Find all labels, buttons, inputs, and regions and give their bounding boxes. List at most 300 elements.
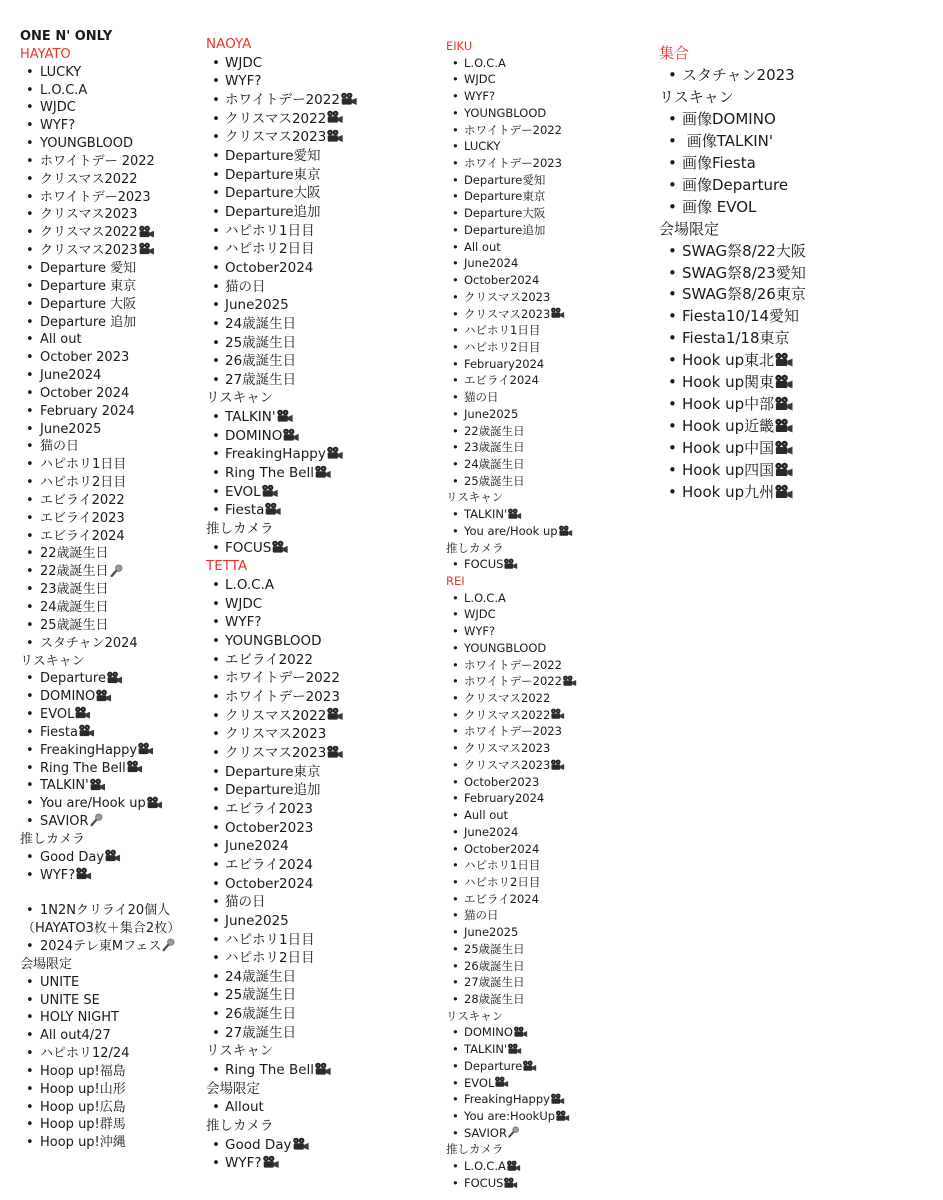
line-text: Hook up中国	[682, 439, 775, 458]
line-text: Hoop up!沖縄	[40, 1135, 126, 1151]
line-text: スタチャン2024	[40, 635, 138, 651]
list-item	[20, 760, 180, 778]
line-text: クリスマス2022	[225, 110, 327, 127]
line-text: UNITE	[40, 974, 80, 990]
line-text: クリスマス2023	[225, 744, 327, 761]
list-item	[20, 599, 180, 617]
list-item	[206, 371, 358, 390]
line-text: Fiesta	[225, 502, 265, 519]
list-item	[20, 385, 180, 403]
list-item	[20, 153, 180, 171]
list-item	[20, 1045, 180, 1063]
line-text: Hoop up!群馬	[40, 1117, 126, 1133]
line-text: Departure追加	[464, 222, 546, 237]
note-line	[20, 920, 180, 938]
video-camera-icon	[340, 92, 358, 106]
list-item	[20, 1081, 180, 1099]
list-item	[446, 974, 577, 991]
line-text: L.O.C.A	[464, 590, 506, 605]
list-item	[446, 891, 577, 908]
line-text: FOCUS	[225, 539, 272, 556]
line-text: TETTA	[206, 558, 248, 575]
list-item	[20, 1063, 180, 1081]
video-camera-icon	[137, 742, 154, 756]
line-text: 画像 EVOL	[682, 197, 757, 216]
list-item	[20, 635, 180, 653]
list-item	[206, 1136, 358, 1155]
line-text: クリスマス2022	[464, 691, 551, 706]
column-naoya-tetta	[206, 35, 358, 1173]
line-text: 26歳誕生日	[464, 958, 525, 973]
list-item	[659, 372, 806, 394]
list-item	[20, 171, 180, 189]
line-text: クリスマス2022	[40, 171, 138, 187]
list-item	[446, 473, 577, 490]
line-text: Good Day	[40, 849, 105, 865]
line-text: SAVIOR	[40, 814, 89, 830]
line-text: WYF?	[40, 118, 76, 134]
line-text: リスキャン	[446, 490, 504, 505]
list-item	[206, 166, 358, 185]
list-item	[20, 795, 180, 813]
line-text: ハピホリ12/24	[40, 1046, 130, 1062]
list-item	[206, 203, 358, 222]
list-item	[20, 563, 180, 581]
list-item	[206, 856, 358, 875]
list-item	[20, 706, 180, 724]
list-item	[206, 1005, 358, 1024]
line-text: October2023	[225, 819, 314, 836]
line-text: EVOL	[40, 707, 75, 723]
line-text: リスキャン	[206, 390, 274, 407]
video-camera-icon	[106, 671, 123, 685]
line-text: ホワイトデー2023	[40, 189, 151, 205]
line-text: L.O.C.A	[225, 577, 275, 594]
list-item	[206, 445, 358, 464]
line-text: 推しカメラ	[446, 1142, 504, 1157]
list-item	[206, 72, 358, 91]
line-text: Departure大阪	[464, 206, 546, 221]
list-item	[446, 690, 577, 707]
line-text: リスキャン	[659, 87, 734, 106]
video-camera-icon	[104, 849, 121, 863]
spacer	[20, 885, 180, 903]
list-item	[20, 510, 180, 528]
line-text: NAOYA	[206, 36, 252, 52]
list-item	[20, 331, 180, 349]
line-text: クリスマス2022	[40, 225, 138, 241]
list-item	[20, 278, 180, 296]
line-text: TALKIN'	[40, 778, 89, 794]
line-text: Hook up九州	[682, 483, 775, 502]
list-item	[206, 669, 358, 688]
line-text: エビライ2022	[40, 492, 125, 508]
list-item	[446, 1041, 577, 1058]
list-item	[659, 460, 806, 482]
line-text: ハピホリ2日目	[464, 339, 541, 354]
line-text: Allout	[225, 1099, 264, 1116]
list-item	[20, 867, 180, 885]
line-text: October2024	[464, 273, 540, 288]
list-item	[20, 421, 180, 439]
list-item	[206, 968, 358, 987]
category-label	[206, 1080, 358, 1099]
list-item	[446, 423, 577, 440]
microphone-icon	[89, 813, 103, 827]
video-camera-icon	[774, 484, 794, 500]
line-text: YOUNGBLOOD	[464, 640, 547, 655]
list-item	[20, 545, 180, 563]
line-text: UNITE SE	[40, 992, 100, 1008]
list-item	[446, 857, 577, 874]
list-item	[206, 278, 358, 297]
video-camera-icon	[292, 1137, 310, 1151]
list-item	[446, 740, 577, 757]
line-text: Ring The Bell	[40, 760, 126, 776]
line-text: ホワイトデー2022	[225, 91, 340, 108]
line-text: Fiesta1/18東京	[682, 329, 790, 348]
category-label	[446, 489, 577, 506]
line-text: SWAG祭8/22大阪	[682, 241, 806, 260]
list-item	[446, 590, 577, 607]
list-item	[20, 260, 180, 278]
list-item	[446, 924, 577, 941]
category-label	[446, 1141, 577, 1158]
line-text: HOLY NIGHT	[40, 1010, 119, 1026]
line-text: ホワイトデー2023	[464, 724, 562, 739]
line-text: 25歳誕生日	[464, 941, 525, 956]
line-text: Hook up関東	[682, 373, 775, 392]
line-text: REI	[446, 574, 465, 588]
line-text: DOMINO	[464, 1025, 513, 1040]
line-text: L.O.C.A	[40, 82, 88, 98]
line-text: 画像DOMINO	[682, 109, 776, 128]
line-text: WJDC	[464, 607, 496, 622]
line-text: February2024	[464, 791, 545, 806]
line-text: You are/Hook up	[40, 796, 146, 812]
category-label	[206, 520, 358, 539]
list-item	[206, 464, 358, 483]
line-text: October2023	[464, 774, 540, 789]
line-text: Fiesta10/14愛知	[682, 307, 800, 326]
line-text: ONE N' ONLY	[20, 29, 113, 44]
video-camera-icon	[774, 462, 794, 478]
list-item	[446, 874, 577, 891]
line-text: エビライ2023	[40, 510, 125, 526]
line-text: 27歳誕生日	[225, 371, 297, 388]
category-label	[659, 219, 806, 241]
list-item	[206, 128, 358, 147]
video-camera-icon	[558, 525, 573, 537]
list-item	[446, 272, 577, 289]
line-text: FreakingHappy	[225, 446, 326, 463]
list-item	[659, 109, 806, 131]
line-text: TALKIN'	[464, 1042, 508, 1057]
list-item	[20, 189, 180, 207]
list-item	[659, 394, 806, 416]
list-item	[20, 135, 180, 153]
line-text: WJDC	[40, 100, 76, 116]
list-item	[446, 774, 577, 791]
list-item	[206, 296, 358, 315]
video-camera-icon	[774, 396, 794, 412]
line-text: リスキャン	[446, 1008, 504, 1023]
line-text: WYF?	[225, 1155, 262, 1172]
video-camera-icon	[503, 558, 518, 570]
list-item	[20, 206, 180, 224]
list-item	[206, 222, 358, 241]
line-text: LUCKY	[464, 139, 501, 154]
video-camera-icon	[507, 1043, 522, 1055]
video-camera-icon	[314, 465, 332, 479]
list-item	[206, 240, 358, 259]
list-item	[446, 306, 577, 323]
line-text: クリスマス2023	[40, 243, 138, 259]
list-item	[206, 800, 358, 819]
line-text: 猫の日	[40, 439, 80, 455]
category-label	[659, 87, 806, 109]
list-item	[206, 781, 358, 800]
line-text: ハピホリ2日目	[40, 475, 127, 491]
line-text: ホワイトデー2023	[464, 156, 562, 171]
line-text: 推しカメラ	[206, 521, 274, 538]
category-label	[20, 956, 180, 974]
line-text: ハピホリ1日目	[225, 222, 315, 239]
line-text: DOMINO	[40, 689, 96, 705]
line-text: Hoop up!山形	[40, 1081, 126, 1097]
video-camera-icon	[138, 242, 155, 256]
line-text: ホワイトデー 2022	[40, 153, 155, 169]
line-text: 猫の日	[464, 390, 499, 405]
category-label	[206, 1117, 358, 1136]
line-text: ハピホリ1日目	[40, 457, 127, 473]
line-text: YOUNGBLOOD	[225, 633, 322, 649]
line-text: June2024	[464, 256, 519, 271]
list-item	[446, 205, 577, 222]
list-item	[20, 992, 180, 1010]
list-item	[659, 306, 806, 328]
list-item	[20, 1009, 180, 1027]
list-item	[446, 1175, 577, 1192]
line-text: June2024	[225, 838, 289, 855]
list-item	[20, 296, 180, 314]
line-text: All out4/27	[40, 1028, 111, 1044]
line-text: WJDC	[225, 54, 263, 71]
line-text: クリスマス2023	[464, 741, 551, 756]
list-item	[206, 875, 358, 894]
video-camera-icon	[89, 778, 106, 792]
line-text: リスキャン	[206, 1043, 274, 1060]
video-camera-icon	[78, 724, 95, 738]
video-camera-icon	[503, 1177, 518, 1189]
line-text: クリスマス2023	[464, 289, 551, 304]
list-item	[446, 255, 577, 272]
list-item	[20, 777, 180, 795]
line-text: エビライ2023	[225, 800, 313, 817]
list-item	[659, 197, 806, 219]
list-item	[446, 222, 577, 239]
list-item	[206, 1061, 358, 1080]
list-item	[446, 406, 577, 423]
list-item	[206, 744, 358, 763]
section-heading	[446, 38, 577, 55]
list-item	[446, 322, 577, 339]
list-item	[20, 1027, 180, 1045]
line-text: October2024	[225, 875, 314, 892]
list-item	[20, 456, 180, 474]
line-text: Hoop up!広島	[40, 1099, 126, 1115]
list-item	[20, 403, 180, 421]
list-item	[446, 523, 577, 540]
list-item	[446, 657, 577, 674]
line-text: 25歳誕生日	[464, 473, 525, 488]
video-camera-icon	[550, 759, 565, 771]
line-text: Departure	[40, 671, 106, 687]
line-text: SWAG祭8/23愛知	[682, 263, 806, 282]
list-item	[20, 974, 180, 992]
list-item	[20, 902, 180, 920]
video-camera-icon	[506, 1160, 521, 1172]
list-item	[446, 506, 577, 523]
line-text: 画像TALKIN'	[682, 131, 773, 150]
list-item	[446, 188, 577, 205]
list-item	[20, 242, 180, 260]
list-item	[659, 350, 806, 372]
line-text: WYF?	[225, 73, 262, 90]
line-text: Good Day	[225, 1136, 292, 1153]
line-text: Departure追加	[225, 203, 321, 220]
list-item	[20, 367, 180, 385]
list-item	[20, 742, 180, 760]
line-text: 24歳誕生日	[225, 315, 297, 332]
line-text: You are:HookUp	[464, 1109, 556, 1123]
list-item	[206, 931, 358, 950]
video-camera-icon	[326, 110, 344, 124]
line-text: ホワイトデー2023	[225, 688, 340, 705]
list-item	[206, 725, 358, 744]
line-text: 24歳誕生日	[464, 456, 525, 471]
line-text: FreakingHappy	[40, 742, 138, 758]
list-item	[20, 64, 180, 82]
list-item	[446, 606, 577, 623]
list-item	[206, 334, 358, 353]
line-text: WYF?	[464, 624, 496, 639]
line-text: 1N2Nクリライ20個人	[40, 903, 171, 919]
line-text: 会場限定	[659, 219, 720, 238]
list-item	[20, 1116, 180, 1134]
list-item	[659, 153, 806, 175]
category-label	[20, 831, 180, 849]
video-camera-icon	[95, 689, 112, 703]
list-item	[20, 670, 180, 688]
video-camera-icon	[326, 446, 344, 460]
list-item	[446, 623, 577, 640]
list-item	[659, 482, 806, 504]
line-text: 22歳誕生日	[464, 423, 525, 438]
list-item	[206, 147, 358, 166]
video-camera-icon	[271, 540, 289, 554]
list-item	[446, 1075, 577, 1092]
video-camera-icon	[74, 706, 91, 720]
list-item	[20, 492, 180, 510]
line-text: Departure東京	[225, 166, 321, 183]
list-item	[446, 807, 577, 824]
line-text: EVOL	[225, 483, 261, 500]
line-text: EVOL	[464, 1075, 495, 1090]
list-item	[446, 790, 577, 807]
list-item	[206, 427, 358, 446]
list-item	[20, 99, 180, 117]
list-item	[446, 824, 577, 841]
list-item	[446, 1091, 577, 1108]
list-item	[446, 389, 577, 406]
line-text: LUCKY	[40, 64, 82, 80]
line-text: Hook up東北	[682, 351, 775, 370]
section-heading	[659, 43, 806, 65]
video-camera-icon	[507, 508, 522, 520]
list-item	[446, 1058, 577, 1075]
line-text: エビライ2022	[225, 651, 313, 668]
line-text: June2025	[225, 297, 289, 314]
video-camera-icon	[282, 428, 300, 442]
list-item	[446, 673, 577, 690]
list-item	[20, 617, 180, 635]
list-item	[446, 155, 577, 172]
list-item	[446, 1108, 577, 1125]
list-item	[20, 938, 180, 956]
list-item	[446, 105, 577, 122]
line-text: ホワイトデー2022	[464, 657, 562, 672]
list-item	[20, 474, 180, 492]
line-text: TALKIN'	[225, 409, 276, 426]
list-item	[206, 110, 358, 129]
list-item	[206, 576, 358, 595]
line-text: SWAG祭8/26東京	[682, 285, 806, 304]
list-item	[446, 339, 577, 356]
list-item	[206, 837, 358, 856]
list-item	[206, 54, 358, 73]
list-item	[20, 314, 180, 332]
list-item	[659, 175, 806, 197]
line-text: October 2024	[40, 385, 130, 401]
video-camera-icon	[146, 796, 163, 810]
video-camera-icon	[550, 307, 565, 319]
line-text: 推しカメラ	[20, 831, 86, 847]
list-item	[206, 707, 358, 726]
list-item	[206, 819, 358, 838]
line-text: Departure追加	[225, 782, 321, 799]
line-text: June2024	[464, 824, 519, 839]
list-item	[446, 1024, 577, 1041]
line-text: June2025	[40, 421, 102, 437]
line-text: TALKIN'	[464, 507, 508, 522]
line-text: 25歳誕生日	[225, 334, 297, 351]
line-text: WJDC	[464, 72, 496, 87]
list-item	[446, 439, 577, 456]
line-text: EIKU	[446, 39, 473, 53]
line-text: Hook up中部	[682, 395, 775, 414]
line-text: クリスマス2023	[40, 207, 138, 223]
line-text: FOCUS	[464, 557, 504, 572]
line-text: Departure東京	[225, 763, 321, 780]
list-item	[20, 1099, 180, 1117]
video-camera-icon	[555, 1110, 570, 1122]
line-text: クリスマス2022	[225, 707, 327, 724]
video-camera-icon	[774, 418, 794, 434]
line-text: Hook up四国	[682, 461, 775, 480]
list-item	[20, 349, 180, 367]
line-text: DOMINO	[225, 427, 283, 444]
